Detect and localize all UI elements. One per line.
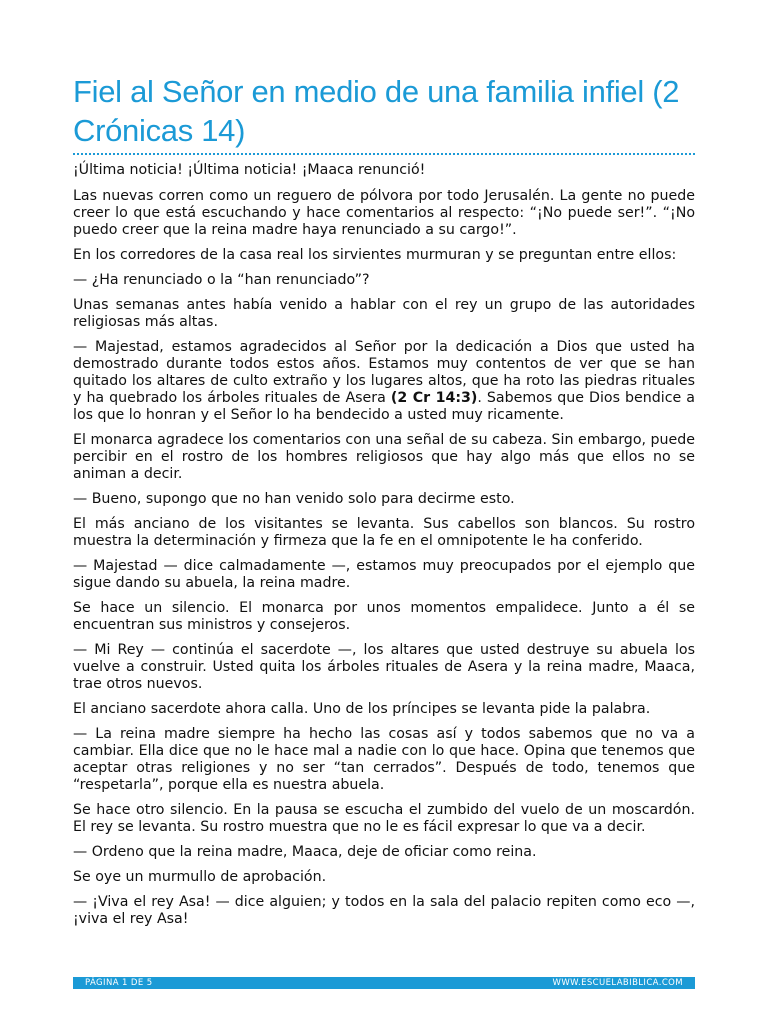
paragraph: El anciano sacerdote ahora calla. Uno de los príncipes se levanta pide la palabra. bbox=[73, 701, 651, 717]
paragraph-text: . Sabemos que Dios bendice a los que lo honran y el Señor lo ha bendecido a usted muy ricamente. bbox=[73, 390, 695, 423]
paragraph: — Majestad — dice calmadamente —, estamos muy preocupados por el ejemplo que sigue dando su abuela, la reina madre. bbox=[73, 558, 695, 591]
paragraph: Unas semanas antes había venido a hablar con el rey un grupo de las autoridades religiosas más altas. bbox=[73, 297, 695, 330]
bible-reference: (2 Cr 14:3) bbox=[390, 390, 478, 406]
page-footer bbox=[73, 977, 695, 989]
paragraph: — Bueno, supongo que no han venido solo para decirme esto. bbox=[73, 491, 515, 507]
page-title: Fiel al Señor en medio de una familia infiel (2 Crónicas 14) bbox=[73, 74, 680, 148]
paragraph-text: — Majestad, estamos agradecidos al Señor por la dedicación a Dios que usted ha demostrado durante todos estos años. Estamos muy contentos de ver que se han quitado los altares de culto extraño y los lugares altos, que ha roto las piedras rituales y ha quebrado los árboles rituales de Asera bbox=[73, 339, 695, 406]
paragraph: Se hace otro silencio. En la pausa se escucha el zumbido del vuelo de un moscardón. El rey se levanta. Su rostro muestra que no le es fácil expresar lo que va a decir. bbox=[73, 802, 695, 835]
paragraph: El monarca agradece los comentarios con una señal de su cabeza. Sin embargo, puede percibir en el rostro de los hombres religiosos que hay algo más que ellos no se animan a decir. bbox=[73, 432, 695, 482]
title-divider bbox=[73, 153, 695, 155]
paragraph: — ¿Ha renunciado o la “han renunciado”? bbox=[73, 272, 370, 288]
website-link[interactable]: WWW.ESCUELABIBLICA.COM bbox=[552, 978, 683, 988]
paragraph: Se oye un murmullo de aprobación. bbox=[73, 869, 327, 885]
paragraph: Las nuevas corren como un reguero de pólvora por todo Jerusalén. La gente no puede creer lo que está escuchando y hace comentarios al respecto: “¡No puede ser!”. “¡No puedo creer que la reina madre haya renunciado a su cargo!”. bbox=[73, 188, 695, 238]
paragraph: — ¡Viva el rey Asa! — dice alguien; y todos en la sala del palacio repiten como eco —, ¡viva el rey Asa! bbox=[73, 894, 695, 927]
paragraph: En los corredores de la casa real los sirvientes murmuran y se preguntan entre ellos: bbox=[73, 247, 677, 263]
paragraph: El más anciano de los visitantes se levanta. Sus cabellos son blancos. Su rostro muestra la determinación y firmeza que la fe en el omnipotente le ha conferido. bbox=[73, 516, 695, 549]
page-number: PÁGINA 1 DE 5 bbox=[85, 978, 153, 988]
paragraph: — Ordeno que la reina madre, Maaca, deje de oficiar como reina. bbox=[73, 844, 537, 860]
article-body bbox=[73, 162, 695, 936]
paragraph: ¡Última noticia! ¡Última noticia! ¡Maaca renunció! bbox=[73, 162, 426, 178]
paragraph: — La reina madre siempre ha hecho las cosas así y todos sabemos que no va a cambiar. Ella dice que no le hace mal a nadie con lo que hace. Opina que tenemos que aceptar otras religiones y no ser “tan cerrados”. Después de todo, tenemos que “respetarla”, porque ella es nuestra abuela. bbox=[73, 726, 695, 793]
paragraph: Se hace un silencio. El monarca por unos momentos empalidece. Junto a él se encuentran sus ministros y consejeros. bbox=[73, 600, 695, 633]
paragraph bbox=[73, 339, 695, 424]
paragraph: — Mi Rey — continúa el sacerdote —, los altares que usted destruye su abuela los vuelve a construir. Usted quita los árboles rituales de Asera y la reina madre, Maaca, trae otros nuevos. bbox=[73, 642, 695, 692]
